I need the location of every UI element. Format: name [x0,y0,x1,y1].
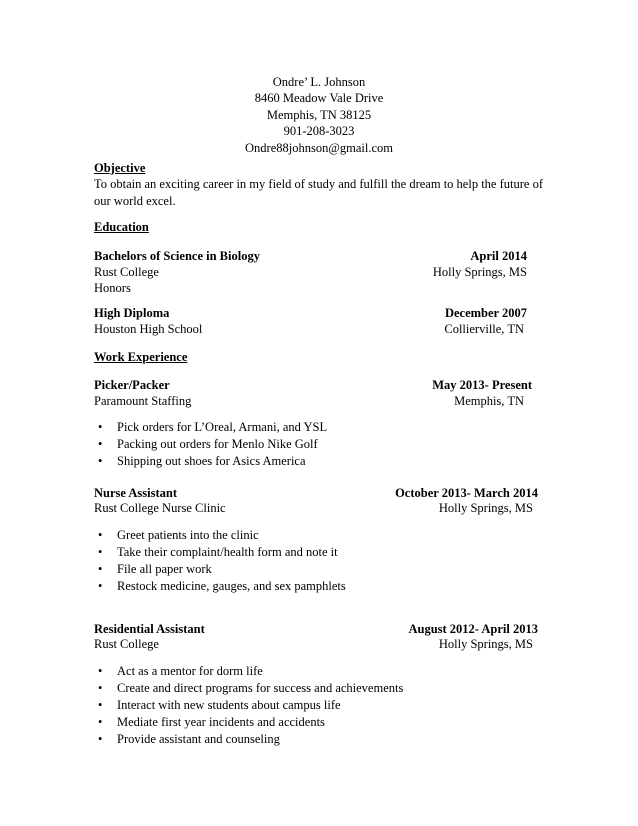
bullet-icon: • [98,732,103,746]
objective-heading: Objective [94,161,146,175]
bullet-icon: • [98,579,103,593]
list-item [94,419,327,436]
contact-email: Ondre88johnson@gmail.com [245,140,393,155]
bullet-icon: • [98,545,103,559]
list-item [94,561,346,578]
job-employer: Paramount Staffing [94,394,192,408]
contact-city: Memphis, TN 38125 [266,107,372,122]
list-item [94,544,346,561]
bullet-text: Restock medicine, gauges, and sex pamphlets [117,579,346,593]
work-heading: Work Experience [94,350,188,364]
bullet-text: File all paper work [117,562,212,576]
list-item [94,453,327,470]
list-item [94,697,403,714]
education-degree-note: Honors [94,281,131,295]
list-item [94,578,346,595]
job-bullet-list [94,419,327,470]
bullet-text: Provide assistant and counseling [117,732,280,746]
contact-name: Ondre’ L. Johnson [272,75,366,89]
bullet-icon: • [98,420,103,434]
job-title: Picker/Packer [94,378,170,392]
education-diploma-location: Collierville, TN [444,322,524,336]
bullet-text: Create and direct programs for success and achievements [117,681,404,695]
job-location: Memphis, TN [454,394,524,408]
bullet-icon: • [98,454,103,468]
job-bullet-list [94,527,346,595]
bullet-text: Mediate first year incidents and accidents [117,715,325,729]
bullet-text: Shipping out shoes for Asics America [117,454,306,468]
education-diploma-date: December 2007 [444,306,527,320]
job-employer: Rust College Nurse Clinic [94,501,226,515]
job-date: August 2012- April 2013 [408,622,538,636]
bullet-icon: • [98,528,103,542]
list-item [94,436,327,453]
education-heading: Education [94,220,149,234]
bullet-text: Take their complaint/health form and note it [117,545,338,559]
list-item [94,663,403,680]
education-diploma-title: High Diploma [94,306,170,320]
contact-address: 8460 Meadow Vale Drive [254,91,384,106]
bullet-text: Interact with new students about campus life [117,698,341,712]
bullet-icon: • [98,437,103,451]
job-date: May 2013- Present [432,378,532,392]
education-degree-location: Holly Springs, MS [432,265,527,279]
list-item [94,527,346,544]
objective-text: To obtain an exciting career in my field of study and fulfill the dream to help the future of our world excel. [94,177,543,208]
education-diploma-school: Houston High School [94,322,203,336]
list-item [94,714,403,731]
education-degree-school: Rust College [94,265,159,279]
bullet-text: Greet patients into the clinic [117,528,259,542]
bullet-icon: • [98,664,103,678]
job-location: Holly Springs, MS [438,637,533,651]
list-item [94,731,403,748]
bullet-text: Packing out orders for Menlo Nike Golf [117,437,318,451]
contact-phone: 901-208-3023 [283,124,355,139]
list-item [94,680,403,697]
education-degree-date: April 2014 [470,249,527,263]
job-title: Nurse Assistant [94,486,177,500]
job-bullet-list [94,663,403,748]
job-employer: Rust College [94,637,159,651]
job-title: Residential Assistant [94,622,205,636]
education-degree-title: Bachelors of Science in Biology [94,249,260,263]
bullet-text: Act as a mentor for dorm life [117,664,263,678]
bullet-icon: • [98,562,103,576]
bullet-icon: • [98,698,103,712]
job-location: Holly Springs, MS [438,501,533,515]
bullet-icon: • [98,715,103,729]
bullet-icon: • [98,681,103,695]
bullet-text: Pick orders for L’Oreal, Armani, and YSL [117,420,328,434]
contact-header [0,74,638,156]
job-date: October 2013- March 2014 [395,486,538,500]
